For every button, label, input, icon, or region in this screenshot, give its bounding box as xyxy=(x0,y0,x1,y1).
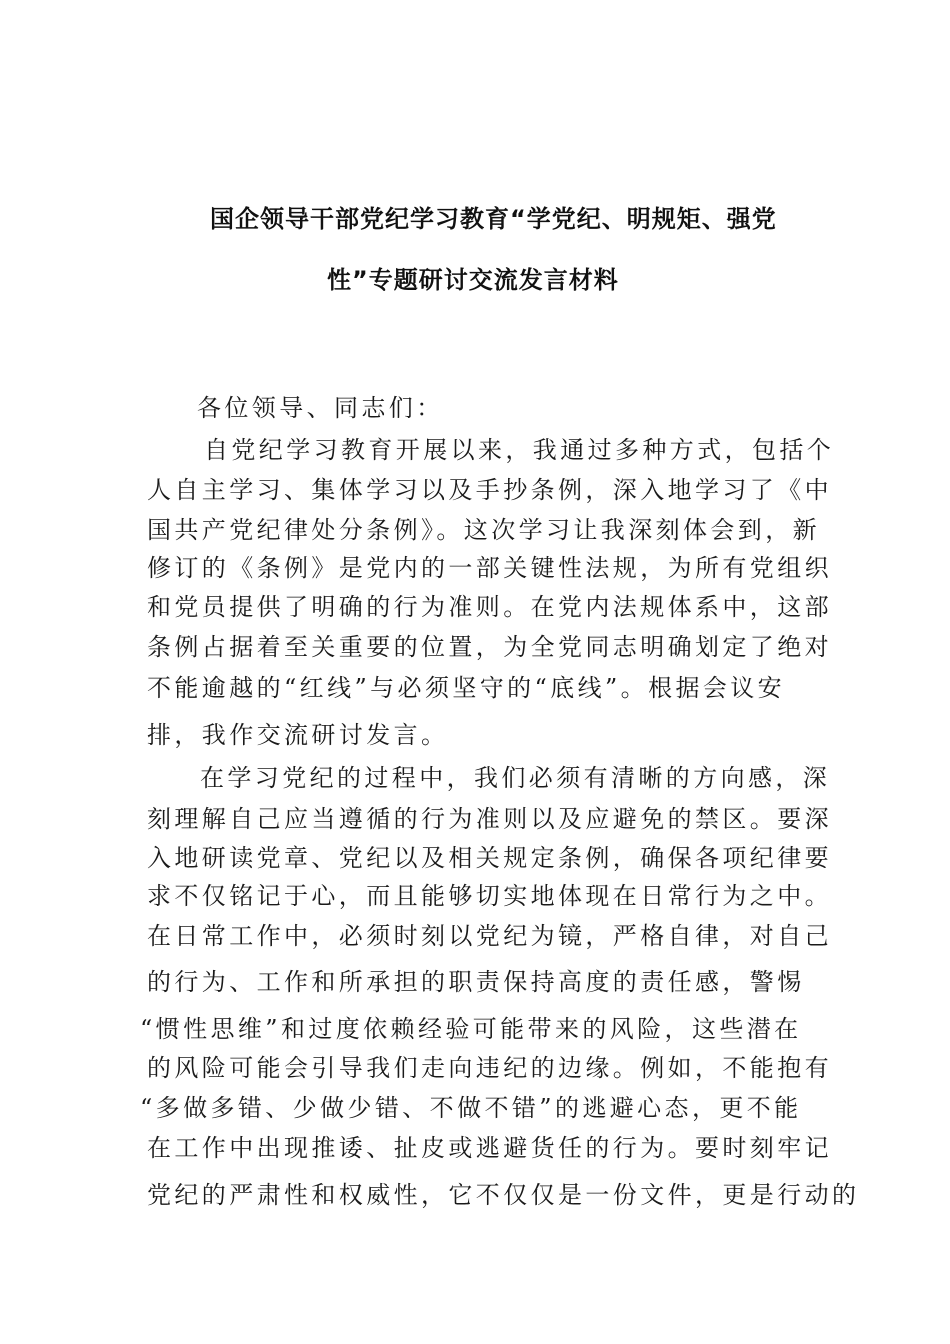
body-line: 国共产党纪律处分条例》。这次学习让我深刻体会到，新 xyxy=(147,516,820,544)
body-line: 和党员提供了明确的行为准则。在党内法规体系中，这部 xyxy=(147,593,832,621)
body-line: 在学习党纪的过程中，我们必须有清晰的方向感，深 xyxy=(200,764,831,792)
salutation-line: 各位领导、同志们： xyxy=(197,394,444,422)
body-line: 在日常工作中，必须时刻以党纪为镜，严格自律，对自己 xyxy=(147,922,832,950)
document-title-line-1: 国企领导干部党纪学习教育“学党纪、明规矩、强党 xyxy=(210,205,777,233)
body-line: 排，我作交流研讨发言。 xyxy=(147,721,449,749)
body-line: 不能逾越的“红线”与必须坚守的“底线”。根据会议安 xyxy=(147,674,786,702)
body-line: 入地研读党章、党纪以及相关规定条例，确保各项纪律要 xyxy=(147,844,832,872)
document-title-line-2: 性”专题研讨交流发言材料 xyxy=(327,266,619,294)
body-line: “惯性思维”和过度依赖经验可能带来的风险，这些潜在 xyxy=(140,1015,802,1043)
body-line: 自党纪学习教育开展以来，我通过多种方式，包括个 xyxy=(204,436,835,464)
body-line: “多做多错、少做少错、不做不错”的逃避心态，更不能 xyxy=(140,1094,802,1122)
body-line: 刻理解自己应当遵循的行为准则以及应避免的禁区。要深 xyxy=(147,805,832,833)
body-line: 党纪的严肃性和权威性，它不仅仅是一份文件，更是行动的 xyxy=(147,1181,860,1209)
body-line: 修订的《条例》是党内的一部关键性法规，为所有党组织 xyxy=(147,554,832,582)
body-line: 的风险可能会引导我们走向违纪的边缘。例如，不能抱有 xyxy=(147,1054,832,1082)
body-line: 条例占据着至关重要的位置，为全党同志明确划定了绝对 xyxy=(147,633,832,661)
body-line: 人自主学习、集体学习以及手抄条例，深入地学习了《中 xyxy=(147,476,832,504)
body-line: 在工作中出现推诿、扯皮或逃避货任的行为。要时刻牢记 xyxy=(147,1134,832,1162)
body-line: 的行为、工作和所承担的职责保持高度的责任感，警惕 xyxy=(147,968,805,996)
body-line: 求不仅铭记于心，而且能够切实地体现在日常行为之中。 xyxy=(147,882,832,910)
